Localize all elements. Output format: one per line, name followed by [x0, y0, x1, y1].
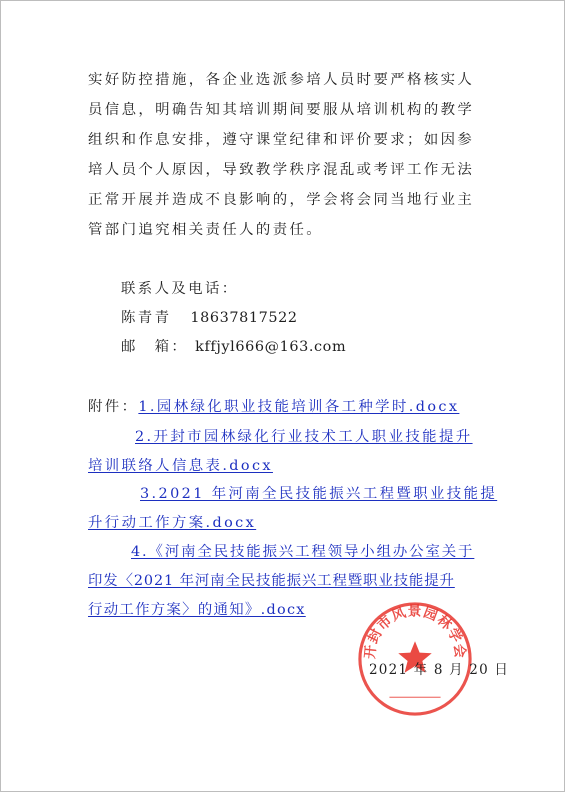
contact-name: 陈青青: [121, 310, 172, 326]
contact-heading: 联系人及电话：: [121, 281, 239, 297]
attachment-link-4-line1[interactable]: 4.《河南全民技能振兴工程领导小组办公室关于: [131, 544, 475, 560]
attachment-link-2-line2[interactable]: 培训联络人信息表.docx: [88, 458, 273, 474]
body-line-6: 管部门追究相关责任人的责任。: [88, 222, 324, 238]
body-line-3: 组织和作息安排，遵守课堂纪律和评价要求；如因参: [88, 132, 475, 148]
body-line-4: 培人员个人原因，导致教学秩序混乱或考评工作无法: [88, 162, 475, 178]
body-line-5: 正常开展并造成不良影响的，学会将会同当地行业主: [88, 192, 475, 208]
attachment-link-3-line2[interactable]: 升行动工作方案.docx: [88, 515, 257, 531]
email-label: 邮 箱：: [121, 339, 189, 355]
contact-name-row: [121, 309, 298, 327]
body-line-2: 员信息，明确告知其培训期间要服从培训机构的教学: [88, 102, 475, 118]
contact-email-row: [121, 338, 346, 356]
attachments-prefix: 附件：: [88, 399, 139, 415]
email-address: kffjyl666@163.com: [195, 339, 347, 355]
attachment-link-2-line1[interactable]: 2.开封市园林绿化行业技术工人职业技能提升: [135, 429, 473, 445]
seal-text: 开封市风景园林学会: [362, 603, 468, 660]
attachment-link-4-line2[interactable]: 印发〈2021 年河南全民技能振兴工程暨职业技能提升: [88, 573, 455, 589]
document-date: 2021 年 8 月 20 日: [369, 662, 510, 678]
attachment-link-4-line3[interactable]: 行动工作方案〉的通知》.docx: [88, 602, 306, 618]
attachment-link-1[interactable]: 1.园林绿化职业技能培训各工种学时.docx: [138, 399, 460, 415]
body-line-1: 实好防控措施，各企业选派参培人员时要严格核实人: [88, 72, 475, 88]
attachment-row-1: [88, 398, 459, 416]
attachment-link-3-line1[interactable]: 3.2021 年河南全民技能振兴工程暨职业技能提: [140, 486, 498, 502]
contact-phone: 18637817522: [190, 310, 298, 326]
